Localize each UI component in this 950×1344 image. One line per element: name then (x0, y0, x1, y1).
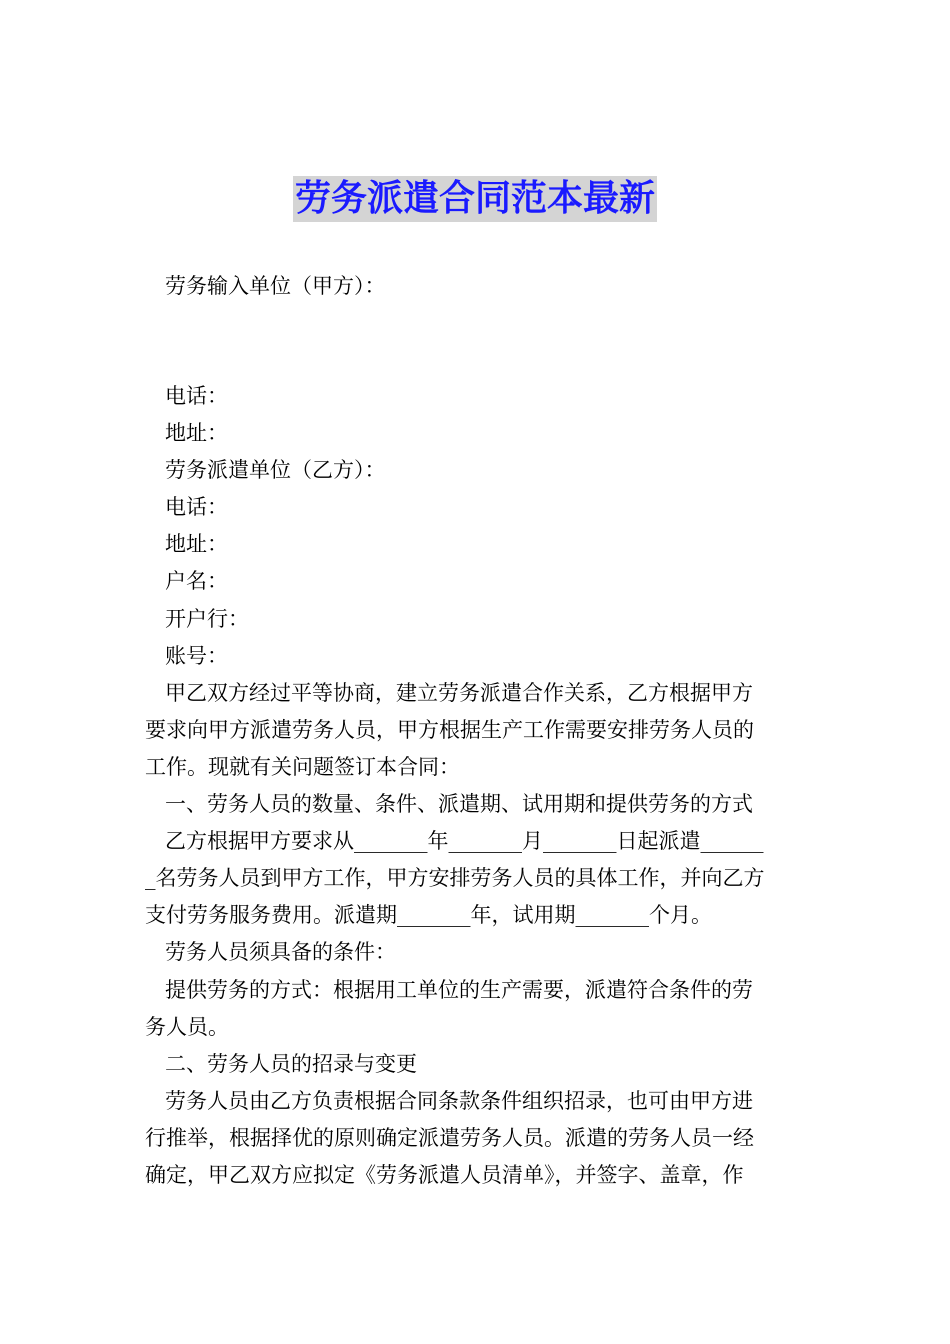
party-a-phone: 电话： (165, 384, 228, 408)
paragraph-line: 乙方根据甲方要求从_______年_______月_______日起派遣______ (165, 829, 764, 853)
paragraph-line: _名劳务人员到甲方工作，甲方安排劳务人员的具体工作，并向乙方 (145, 866, 765, 890)
account-number: 账号： (165, 644, 228, 668)
title-container (0, 176, 950, 222)
paragraph-line: 支付劳务服务费用。派遣期_______年，试用期_______个月。 (145, 903, 712, 927)
document-title: 劳务派遣合同范本最新 (293, 176, 657, 222)
paragraph-line: 提供劳务的方式：根据用工单位的生产需要，派遣符合条件的劳 (165, 978, 753, 1002)
paragraph-line: 务人员。 (145, 1015, 229, 1039)
account-name: 户名： (165, 569, 228, 593)
paragraph-line: 要求向甲方派遣劳务人员，甲方根据生产工作需要安排劳务人员的 (145, 718, 754, 742)
party-b-phone: 电话： (165, 495, 228, 519)
paragraph-line: 行推举，根据择优的原则确定派遣劳务人员。派遣的劳务人员一经 (145, 1126, 754, 1150)
paragraph-line: 甲乙双方经过平等协商，建立劳务派遣合作关系，乙方根据甲方 (165, 681, 753, 705)
party-b-address: 地址： (165, 532, 228, 556)
section-heading-2: 二、劳务人员的招录与变更 (165, 1052, 417, 1076)
party-a-label: 劳务输入单位（甲方）： (165, 274, 386, 298)
paragraph-line: 劳务人员由乙方负责根据合同条款条件组织招录，也可由甲方进 (165, 1089, 753, 1113)
paragraph-line: 劳务人员须具备的条件： (165, 940, 396, 964)
bank-name: 开户行： (165, 607, 249, 631)
party-b-label: 劳务派遣单位（乙方）： (165, 458, 386, 482)
paragraph-line: 工作。现就有关问题签订本合同： (145, 755, 460, 779)
section-heading-1: 一、劳务人员的数量、条件、派遣期、试用期和提供劳务的方式 (165, 792, 753, 816)
paragraph-line: 确定，甲乙双方应拟定《劳务派遣人员清单》，并签字、盖章，作 (145, 1163, 744, 1187)
party-a-address: 地址： (165, 421, 228, 445)
